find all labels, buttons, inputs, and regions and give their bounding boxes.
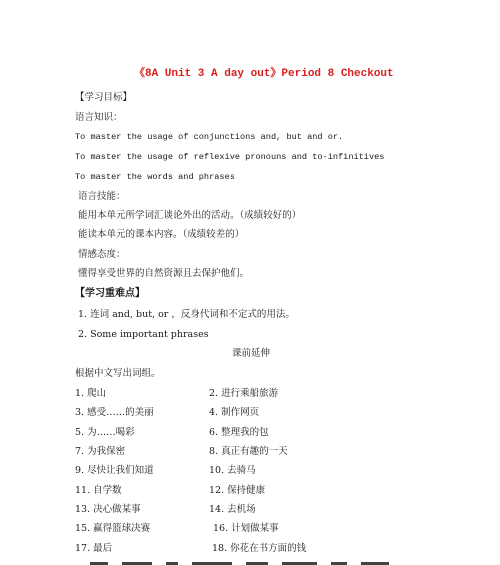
language-skills-label: 语言技能： bbox=[78, 191, 126, 202]
goal-line: To master the usage of conjunctions and, but and or. bbox=[75, 132, 344, 142]
phrase-item: 11. 自学数 bbox=[75, 485, 122, 496]
phrase-item: 14. 去机场 bbox=[209, 504, 256, 515]
phrase-item: 15. 赢得篮球决赛 bbox=[75, 523, 151, 534]
key-point: 2. Some important phrases bbox=[78, 329, 209, 340]
phrase-item: 1. 爬山 bbox=[75, 388, 107, 399]
goal-line: To master the usage of reflexive pronouns and to-infinitives bbox=[75, 152, 385, 162]
key-point: 1. 连词 and, but, or ，反身代词和不定式的用法。 bbox=[78, 309, 295, 320]
extension-heading: 课前延伸 bbox=[232, 348, 271, 359]
attitude-text: 懂得享受世界的自然资源且去保护他们。 bbox=[78, 268, 250, 279]
skill-line: 能用本单元所学词汇谈论外出的活动。（成绩较好的） bbox=[78, 210, 302, 221]
phrase-item: 5. 为……喝彩 bbox=[75, 427, 135, 438]
phrase-item: 6. 整理我的包 bbox=[209, 427, 269, 438]
key-points-heading: 【学习重难点】 bbox=[75, 288, 145, 299]
skill-line: 能读本单元的课本内容。（成绩较差的） bbox=[78, 229, 245, 240]
goal-line: To master the words and phrases bbox=[75, 172, 235, 182]
phrase-item: 12. 保持健康 bbox=[209, 485, 266, 496]
phrase-item: 17. 最后 bbox=[75, 543, 113, 554]
phrase-item: 10. 去骑马 bbox=[209, 465, 256, 476]
phrase-item: 13. 决心做某事 bbox=[75, 504, 141, 515]
phrase-item: 3. 感受……的美丽 bbox=[75, 407, 154, 418]
language-knowledge-label: 语言知识： bbox=[75, 112, 123, 123]
goals-heading: 【学习目标】 bbox=[75, 92, 133, 103]
phrase-item: 16. 计划做某事 bbox=[213, 523, 279, 534]
instruction: 根据中文写出词组。 bbox=[75, 368, 161, 379]
phrase-item: 18. 你花在书方面的钱 bbox=[212, 543, 307, 554]
phrase-item: 2. 进行乘船旅游 bbox=[209, 388, 279, 399]
phrase-item: 8. 真正有趣的一天 bbox=[209, 446, 288, 457]
attitude-label: 情感态度： bbox=[78, 249, 126, 260]
cutoff-text-fragment bbox=[90, 559, 410, 565]
phrase-item: 4. 制作网页 bbox=[209, 407, 260, 418]
phrase-item: 7. 为我保密 bbox=[75, 446, 126, 457]
phrase-item: 9. 尽快让我们知道 bbox=[75, 465, 154, 476]
page-title: 《8A Unit 3 A day out》Period 8 Checkout bbox=[134, 68, 394, 80]
